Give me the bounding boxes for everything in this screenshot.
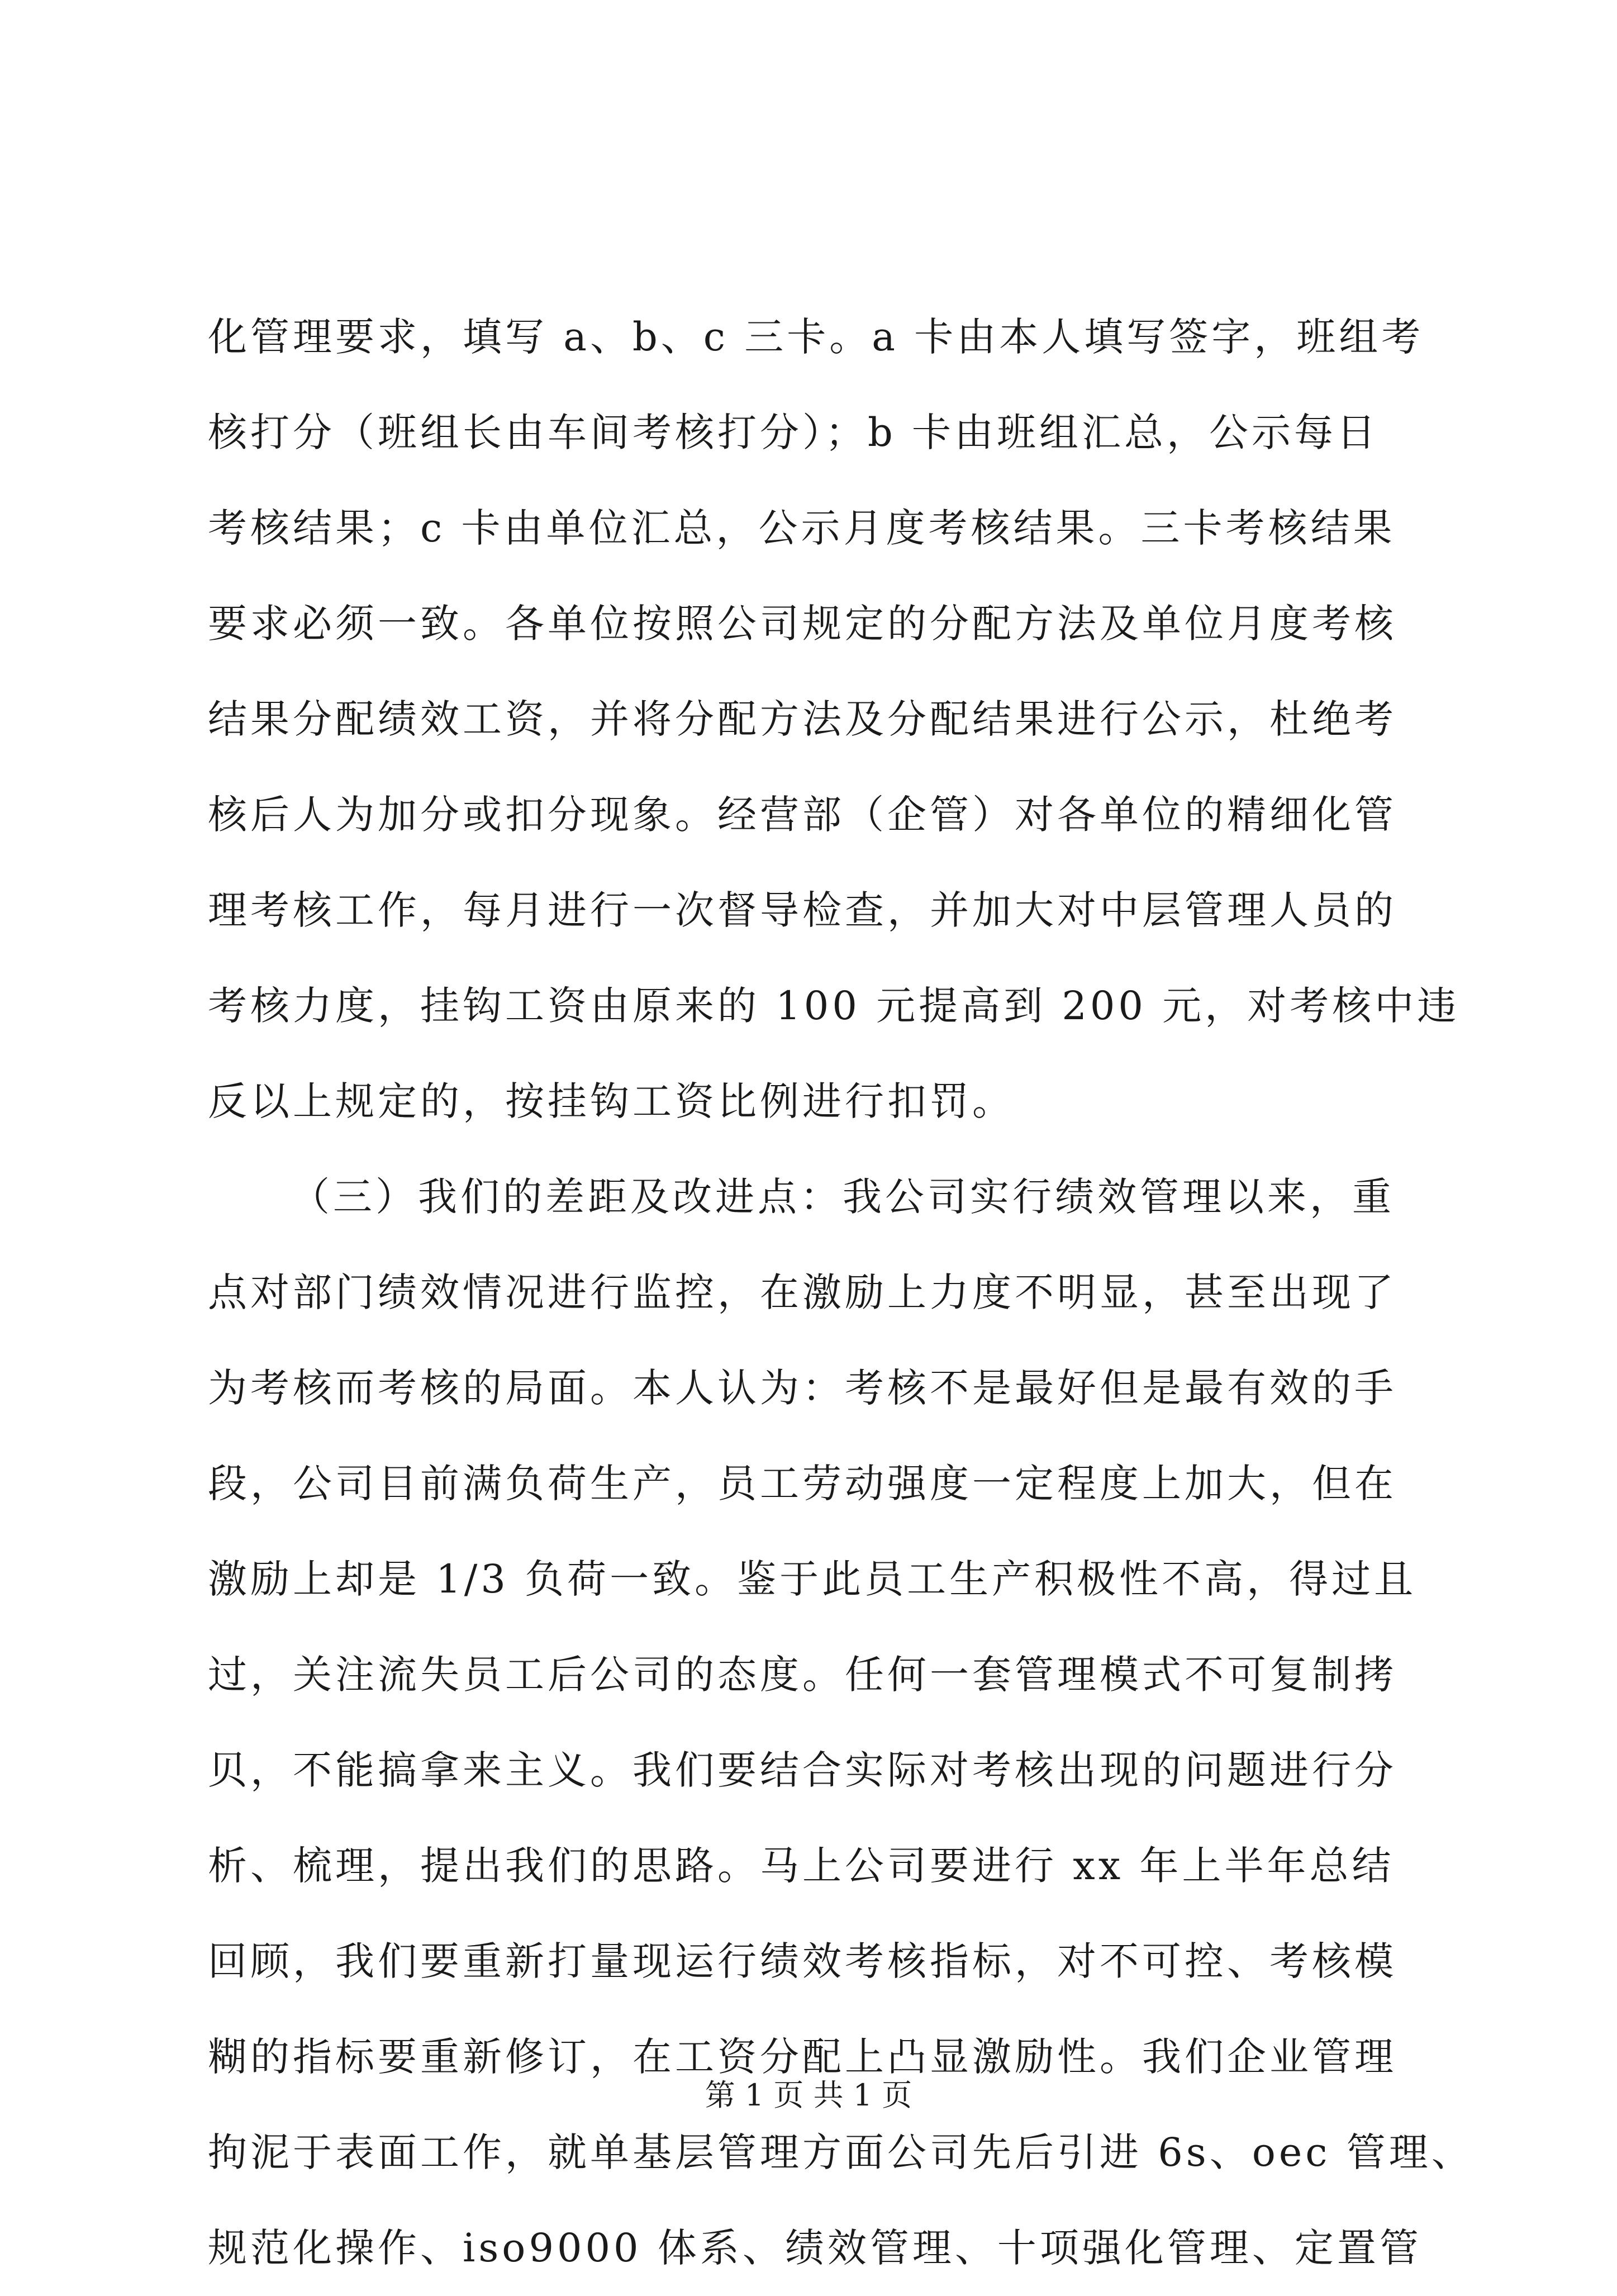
text-line: 过，关注流失员工后公司的态度。任何一套管理模式不可复制拷	[208, 1652, 1397, 1698]
text-line: 核打分（班组长由车间考核打分）；b 卡由班组汇总，公示每日	[208, 410, 1380, 455]
text-line: 反以上规定的，按挂钩工资比例进行扣罚。	[208, 1078, 1015, 1124]
text-line: 要求必须一致。各单位按照公司规定的分配方法及单位月度考核	[208, 601, 1397, 647]
text-line: 核后人为加分或扣分现象。经营部（企管）对各单位的精细化管	[208, 792, 1397, 838]
page-footer: 第 1 页 共 1 页	[705, 2078, 912, 2113]
text-line: 贝，不能搞拿来主义。我们要结合实际对考核出现的问题进行分	[208, 1747, 1397, 1793]
text-line: 回顾，我们要重新打量现运行绩效考核指标，对不可控、考核模	[208, 1938, 1397, 1984]
paragraph-three-first-line: （三）我们的差距及改进点：我公司实行绩效管理以来，重	[291, 1174, 1395, 1220]
text-line: 段，公司目前满负荷生产，员工劳动强度一定程度上加大，但在	[208, 1461, 1397, 1506]
text-line: 考核结果；c 卡由单位汇总，公示月度考核结果。三卡考核结果	[208, 505, 1396, 551]
text-line: 规范化操作、iso9000 体系、绩效管理、十项强化管理、定置管	[208, 2225, 1422, 2271]
text-line: 化管理要求，填写 a、b、c 三卡。a 卡由本人填写签字，班组考	[208, 314, 1424, 360]
text-line: 析、梳理，提出我们的思路。马上公司要进行 xx 年上半年总结	[208, 1843, 1395, 1889]
text-line: 点对部门绩效情况进行监控，在激励上力度不明显，甚至出现了	[208, 1270, 1397, 1315]
text-line: 理考核工作，每月进行一次督导检查，并加大对中层管理人员的	[208, 887, 1397, 933]
text-line: 糊的指标要重新修订，在工资分配上凸显激励性。我们企业管理	[208, 2034, 1397, 2080]
text-line: 拘泥于表面工作，就单基层管理方面公司先后引进 6s、oec 管理、	[208, 2129, 1474, 2175]
text-line: 考核力度，挂钩工资由原来的 100 元提高到 200 元，对考核中违	[208, 983, 1460, 1029]
text-line: 激励上却是 1/3 负荷一致。鉴于此员工生产积极性不高，得过且	[208, 1556, 1417, 1602]
text-line: 为考核而考核的局面。本人认为：考核不是最好但是最有效的手	[208, 1365, 1397, 1411]
text-line: 结果分配绩效工资，并将分配方法及分配结果进行公示，杜绝考	[208, 696, 1397, 742]
document-body	[208, 289, 1474, 2296]
